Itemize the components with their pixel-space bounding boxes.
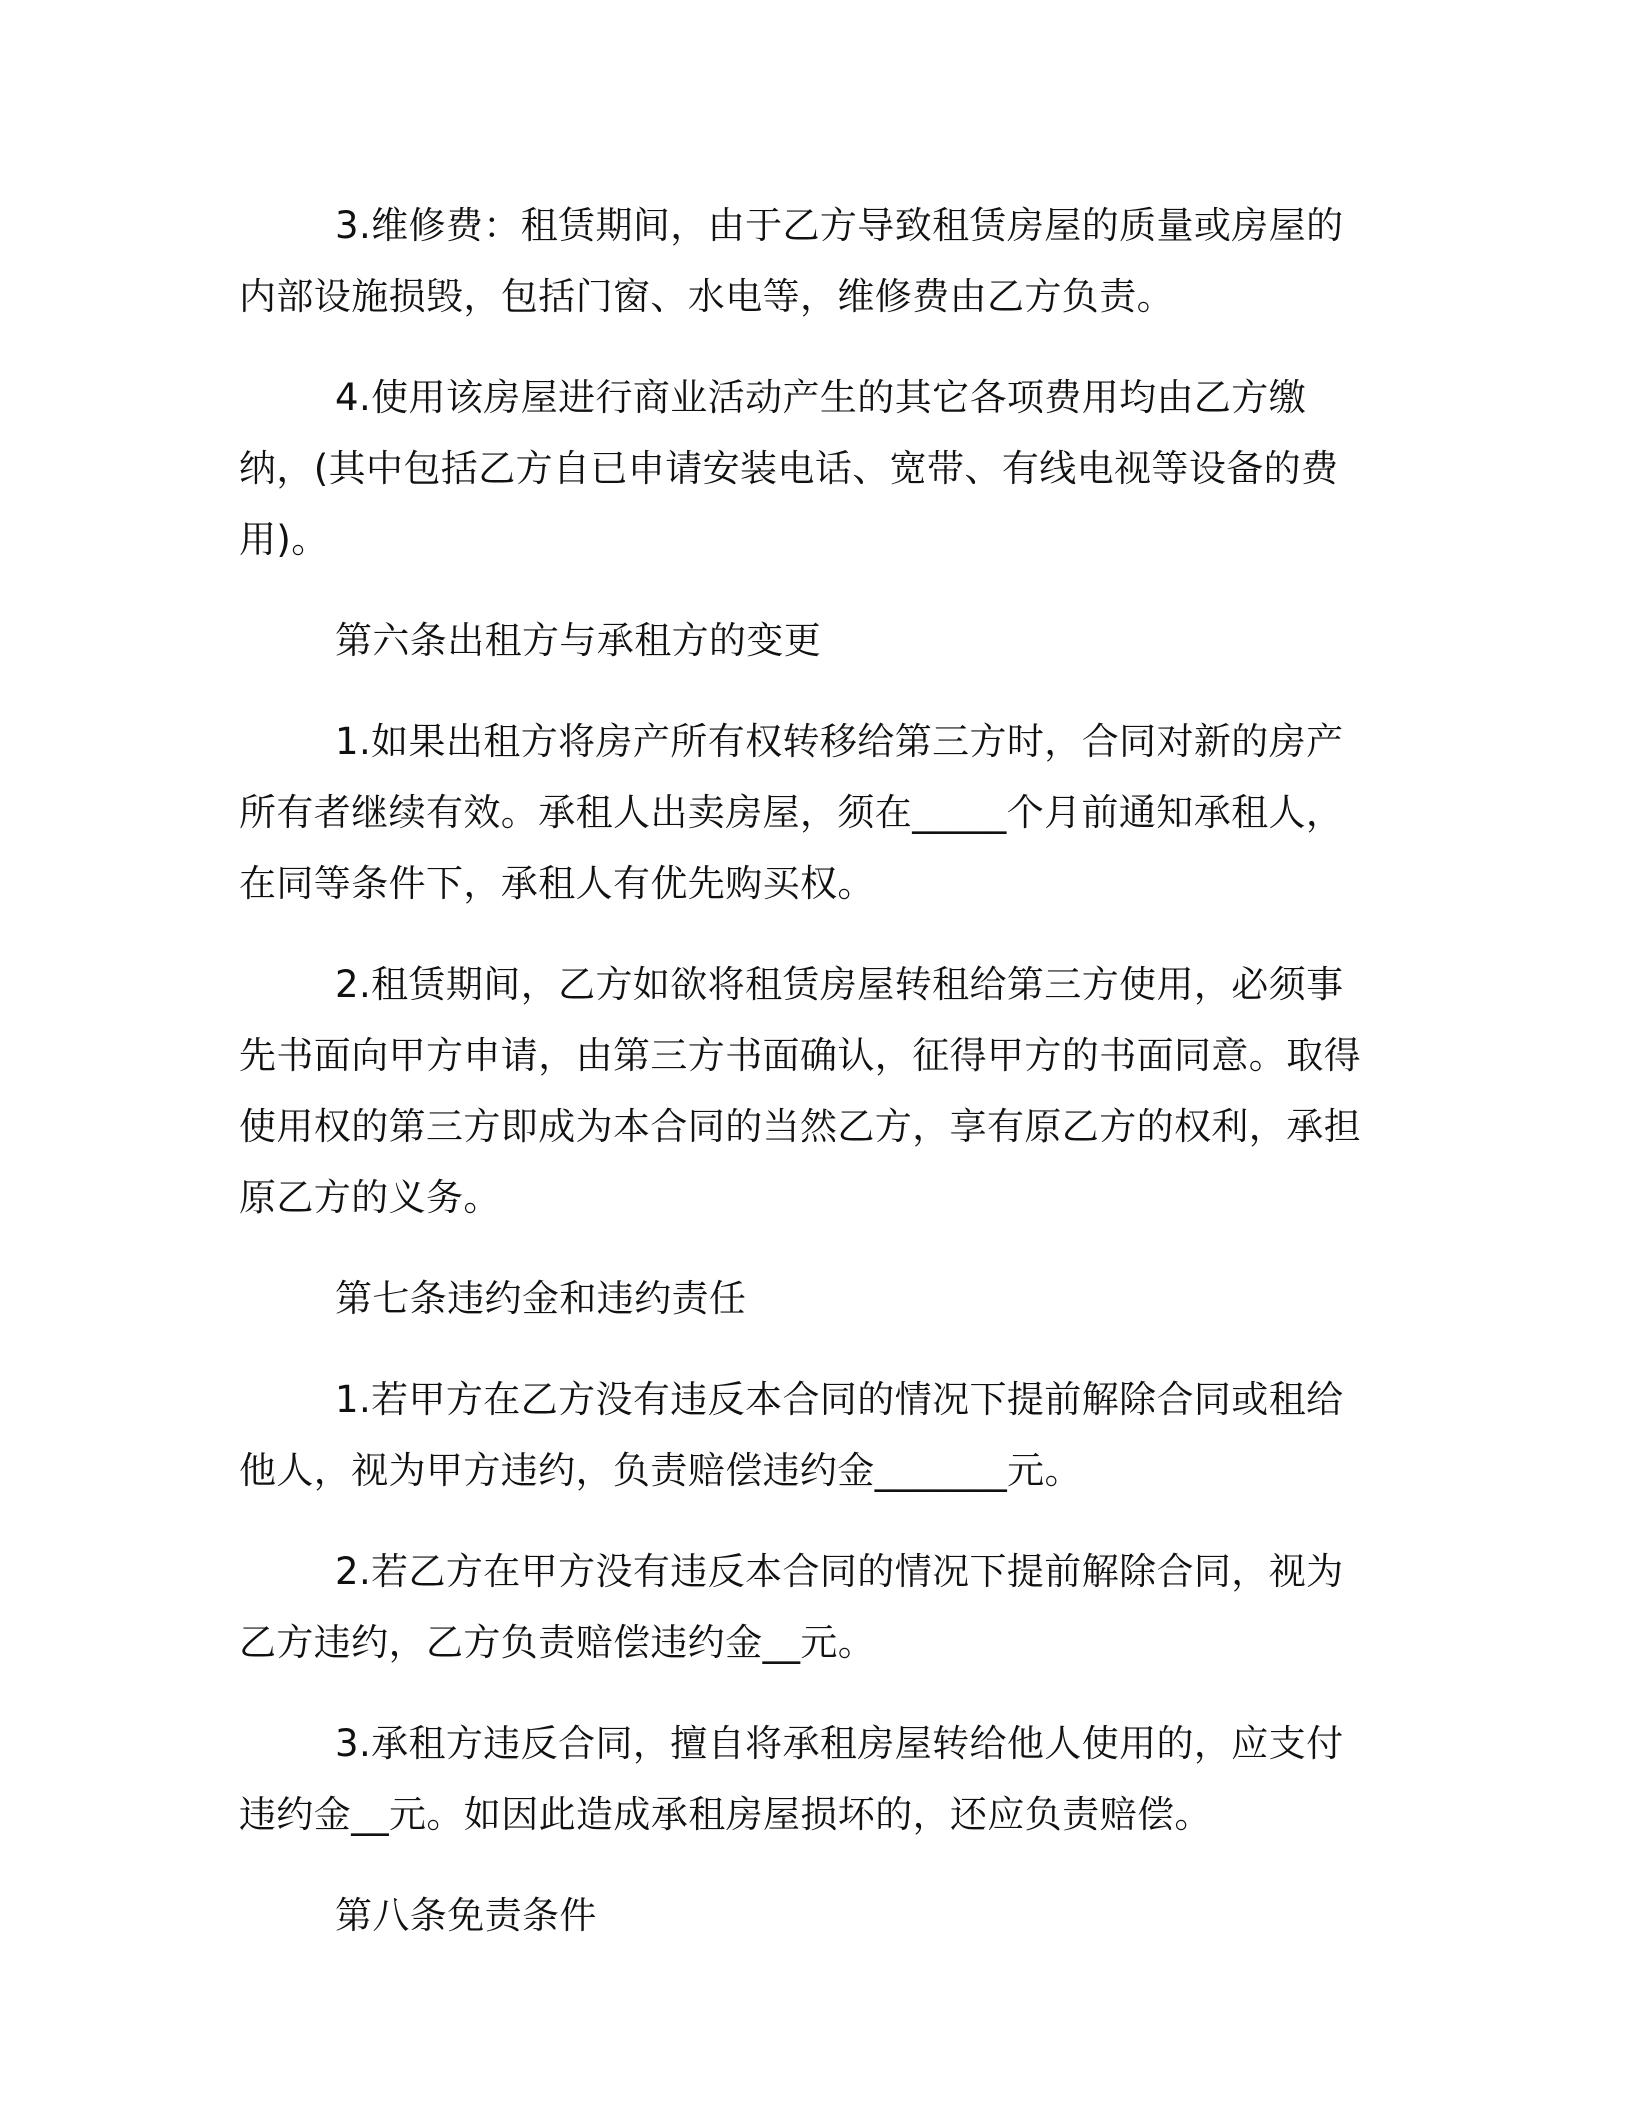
clause-ownership-transfer: 1.如果出租方将房产所有权转移给第三方时，合同对新的房产所有者继续有效。承租人出卖房屋，须在_____个月前通知承租人，在同等条件下，承租人有优先购买权。: [239, 720, 1344, 905]
article-eight-heading: 第八条免责条件: [335, 1894, 597, 1937]
clause-repair-fee: 3.维修费：租赁期间，由于乙方导致租赁房屋的质量或房屋的内部设施损毁，包括门窗、水电等，维修费由乙方负责。: [239, 204, 1344, 318]
clause-party-a-breach: 1.若甲方在乙方没有违反本合同的情况下提前解除合同或租给他人，视为甲方违约，负责赔偿违约金_______元。: [239, 1378, 1344, 1492]
clause-party-b-breach: 2.若乙方在甲方没有违反本合同的情况下提前解除合同，视为乙方违约，乙方负责赔偿违约金__元。: [239, 1550, 1344, 1664]
clause-commercial-fees: 4.使用该房屋进行商业活动产生的其它各项费用均由乙方缴纳，(其中包括乙方自已申请安装电话、宽带、有线电视等设备的费用)。: [239, 376, 1339, 561]
article-six-heading: 第六条出租方与承租方的变更: [335, 619, 822, 662]
clause-sublease: 2.租赁期间，乙方如欲将租赁房屋转租给第三方使用，必须事先书面向甲方申请，由第三方书面确认，征得甲方的书面同意。取得使用权的第三方即成为本合同的当然乙方，享有原乙方的权利，承担原乙方的义务。: [239, 963, 1361, 1219]
article-seven-heading: 第七条违约金和违约责任: [335, 1277, 747, 1320]
clause-unauthorized-transfer: 3.承租方违反合同，擅自将承租房屋转给他人使用的，应支付违约金__元。如因此造成承租房屋损坏的，还应负责赔偿。: [239, 1722, 1344, 1836]
document-body: [239, 190, 1369, 1981]
